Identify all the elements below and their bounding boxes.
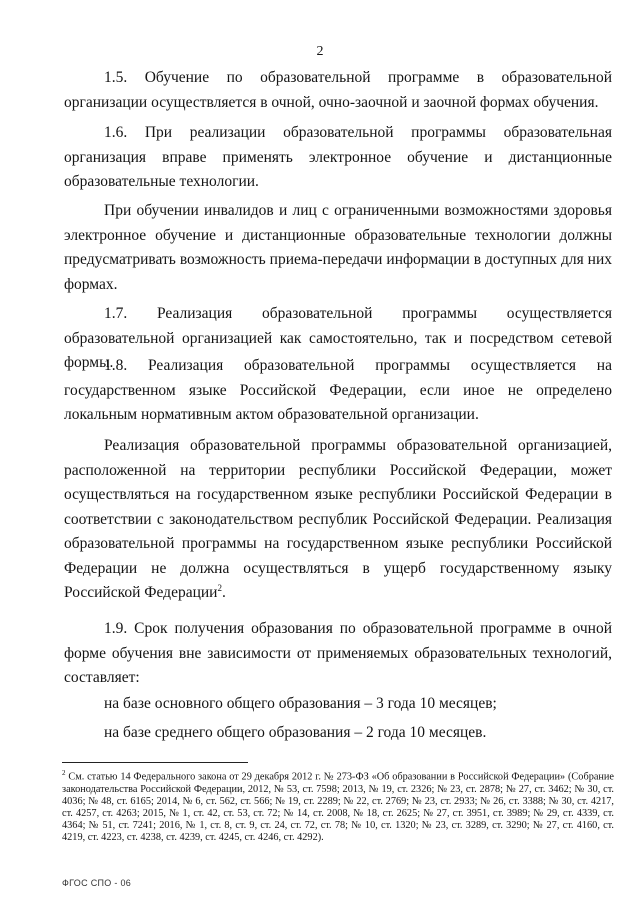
footnote-reference: 2 bbox=[217, 582, 222, 593]
footnote-mark: 2 bbox=[62, 769, 66, 777]
paragraph-1-5: 1.5. Обучение по образовательной программе в образовательной организации осуществляется в очной, очно-заочной и заочной формах обучения. bbox=[64, 69, 612, 111]
paragraph-1-8-regional-language-text: Реализация образовательной программы образовательной организацией, расположенной на территории республики Российской Федерации, может осуществляться на государственном языке республики Российской Федерации в соответствии с законодательством республик Российской Федерации. Реализация образовательной программы на государственном языке республики Российской Федерации не должна осуществляться в ущерб государственному языку Российской Федерации bbox=[64, 437, 612, 601]
list-item-secondary-education: на базе среднего общего образования – 2 года 10 месяцев. bbox=[104, 724, 487, 741]
footnote bbox=[62, 767, 614, 845]
paragraph-1-6: 1.6. При реализации образовательной программы образовательная организация вправе применять электронное обучение и дистанционные образовательные технологии. bbox=[64, 124, 612, 190]
footnote-divider bbox=[62, 762, 248, 763]
paragraph-1-8: 1.8. Реализация образовательной программы осуществляется на государственном языке Российской Федерации, если иное не определено локальным нормативным актом образовательной организации. bbox=[64, 357, 612, 423]
footer-code: ФГОС СПО - 06 bbox=[62, 878, 132, 888]
paragraph-1-7: 1.7. Реализация образовательной программы осуществляется образовательной организацией как самостоятельно, так и посредством сетевой формы. bbox=[64, 305, 612, 371]
paragraph-1-6-disabilities: При обучении инвалидов и лиц с ограниченными возможностями здоровья электронное обучение и дистанционные образовательные технологии должны предусматривать возможность приема-передачи информации в доступных для них формах. bbox=[64, 202, 612, 293]
page-number: 2 bbox=[316, 44, 324, 59]
footnote-text: См. статью 14 Федерального закона от 29 декабря 2012 г. № 273-ФЗ «Об образовании в Российской Федерации» (Собрание законодательства Российской Федерации, 2012, № 53, ст. 7598; 2013, № 19, ст. 2326; № 23, ст. 2878; № 27, ст. 3462; № 30, ст. 4036; № 48, ст. 6165; 2014, № 6, ст. 562, ст. 566; № 19, ст. 2289; № 22, ст. 2769; № 23, ст. 2933; № 26, ст. 3388; № 30, ст. 4217, ст. 4257, ст. 4263; 2015, № 1, ст. 42, ст. 53, ст. 72; № 14, ст. 2008, № 18, ст. 2625; № 27, ст. 3951, ст. 3989; № 29, ст. 4339, ст. 4364; № 51, ст. 7241; 2016, № 1, ст. 8, ст. 9, ст. 24, ст. 72, ст. 78; № 10, ст. 1320; № 23, ст. 3289, ст. 3290; № 27, ст. 4160, ст. 4219, ст. 4223, ст. 4238, ст. 4239, ст. 4245, ст. 4246, ст. 4292). bbox=[62, 771, 615, 844]
paragraph-1-8-regional-language: Реализация образовательной программы образовательной организацией, расположенной на территории республики Российской Федерации, может осуществляться на государственном языке республики Российской Федерации в соответствии с законодательством республик Российской Федерации. Реализация образовательной программы на государственном языке республики Российской Федерации не должна осуществляться в ущерб государственному языку Российской Федерации$^2$. bbox=[64, 437, 612, 601]
list-item-basic-education: на базе основного общего образования – 3 года 10 месяцев; bbox=[104, 695, 497, 712]
paragraph-1-9: 1.9. Срок получения образования по образовательной программе в очной форме обучения вне зависимости от применяемых образовательных технологий, составляет: bbox=[64, 620, 612, 686]
